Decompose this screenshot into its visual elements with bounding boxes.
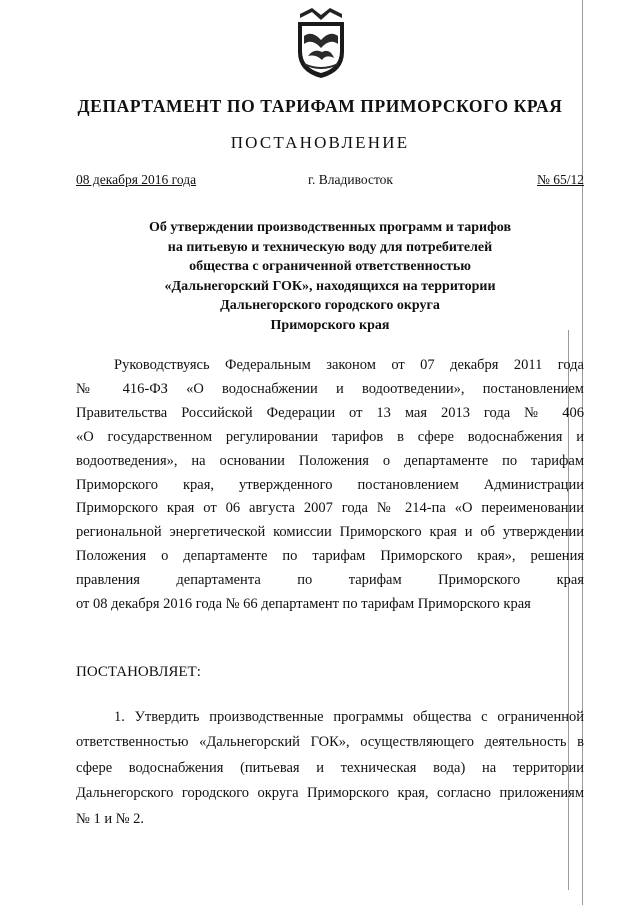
- item-line: сфере водоснабжения (питьевая и техническая вода) на территории: [76, 759, 584, 776]
- item-line: № 1 и № 2.: [76, 810, 145, 827]
- coat-of-arms-icon: [292, 6, 350, 80]
- document-type-title: ПОСТАНОВЛЕНИЕ: [230, 133, 410, 152]
- item-line: ответственностью «Дальнегорский ГОК», осуществляющего деятельность в: [76, 734, 584, 751]
- item-line: 1. Утвердить производственные программы общества с ограниченной: [114, 709, 584, 725]
- preamble-paragraph: [76, 354, 584, 617]
- document-subject: [76, 218, 584, 336]
- subject-line: общества с ограниченной ответственностью: [189, 259, 471, 275]
- subject-line: «Дальнегорский ГОК», находящихся на территории: [164, 278, 496, 294]
- preamble-line: правления департамента по тарифам Приморского края: [76, 572, 584, 589]
- preamble-line: региональной энергетической комиссии Приморского края и об утверждении: [76, 524, 584, 541]
- subject-line: на питьевую и техническую воду для потребителей: [167, 239, 493, 255]
- subject-line: Приморского края: [270, 317, 390, 333]
- preamble-line: Приморского края, утвержденного постановлением Администрации: [76, 476, 584, 493]
- preamble-line: Положения о департаменте по тарифам Приморского края», решения: [76, 548, 584, 565]
- preamble-line: от 08 декабря 2016 года № 66 департамент по тарифам Приморского края: [76, 596, 531, 613]
- preamble-line: водоотведения», на основании Положения о департаменте по тарифам: [76, 452, 584, 469]
- preamble-line: Руководствуясь Федеральным законом от 07 декабря 2011 года: [114, 357, 584, 373]
- item-line: Дальнегорского городского округа Приморского края, согласно приложениям: [76, 785, 584, 802]
- preamble-line: Правительства Российской Федерации от 13 мая 2013 года № 406: [76, 404, 584, 421]
- document-meta-row: [76, 172, 584, 192]
- preamble-line: Приморского края от 06 августа 2007 года № 214-па «О переименовании: [76, 500, 584, 517]
- resolution-item-1: [76, 705, 584, 832]
- document-city: г. Владивосток: [308, 172, 393, 187]
- subject-line: Об утверждении производственных программ и тарифов: [148, 220, 512, 235]
- subject-line: Дальнегорского городского округа: [220, 298, 440, 314]
- resolve-heading: ПОСТАНОВЛЯЕТ:: [76, 664, 201, 680]
- document-date: 08 декабря 2016 года: [76, 172, 197, 187]
- preamble-line: «О государственном регулировании тарифов в сфере водоснабжения и: [76, 428, 584, 445]
- preamble-line: № 416-ФЗ «О водоснабжении и водоотведении», постановлением: [76, 380, 584, 397]
- department-title: ДЕПАРТАМЕНТ ПО ТАРИФАМ ПРИМОРСКОГО КРАЯ: [77, 96, 563, 116]
- document-number: № 65/12: [536, 172, 584, 187]
